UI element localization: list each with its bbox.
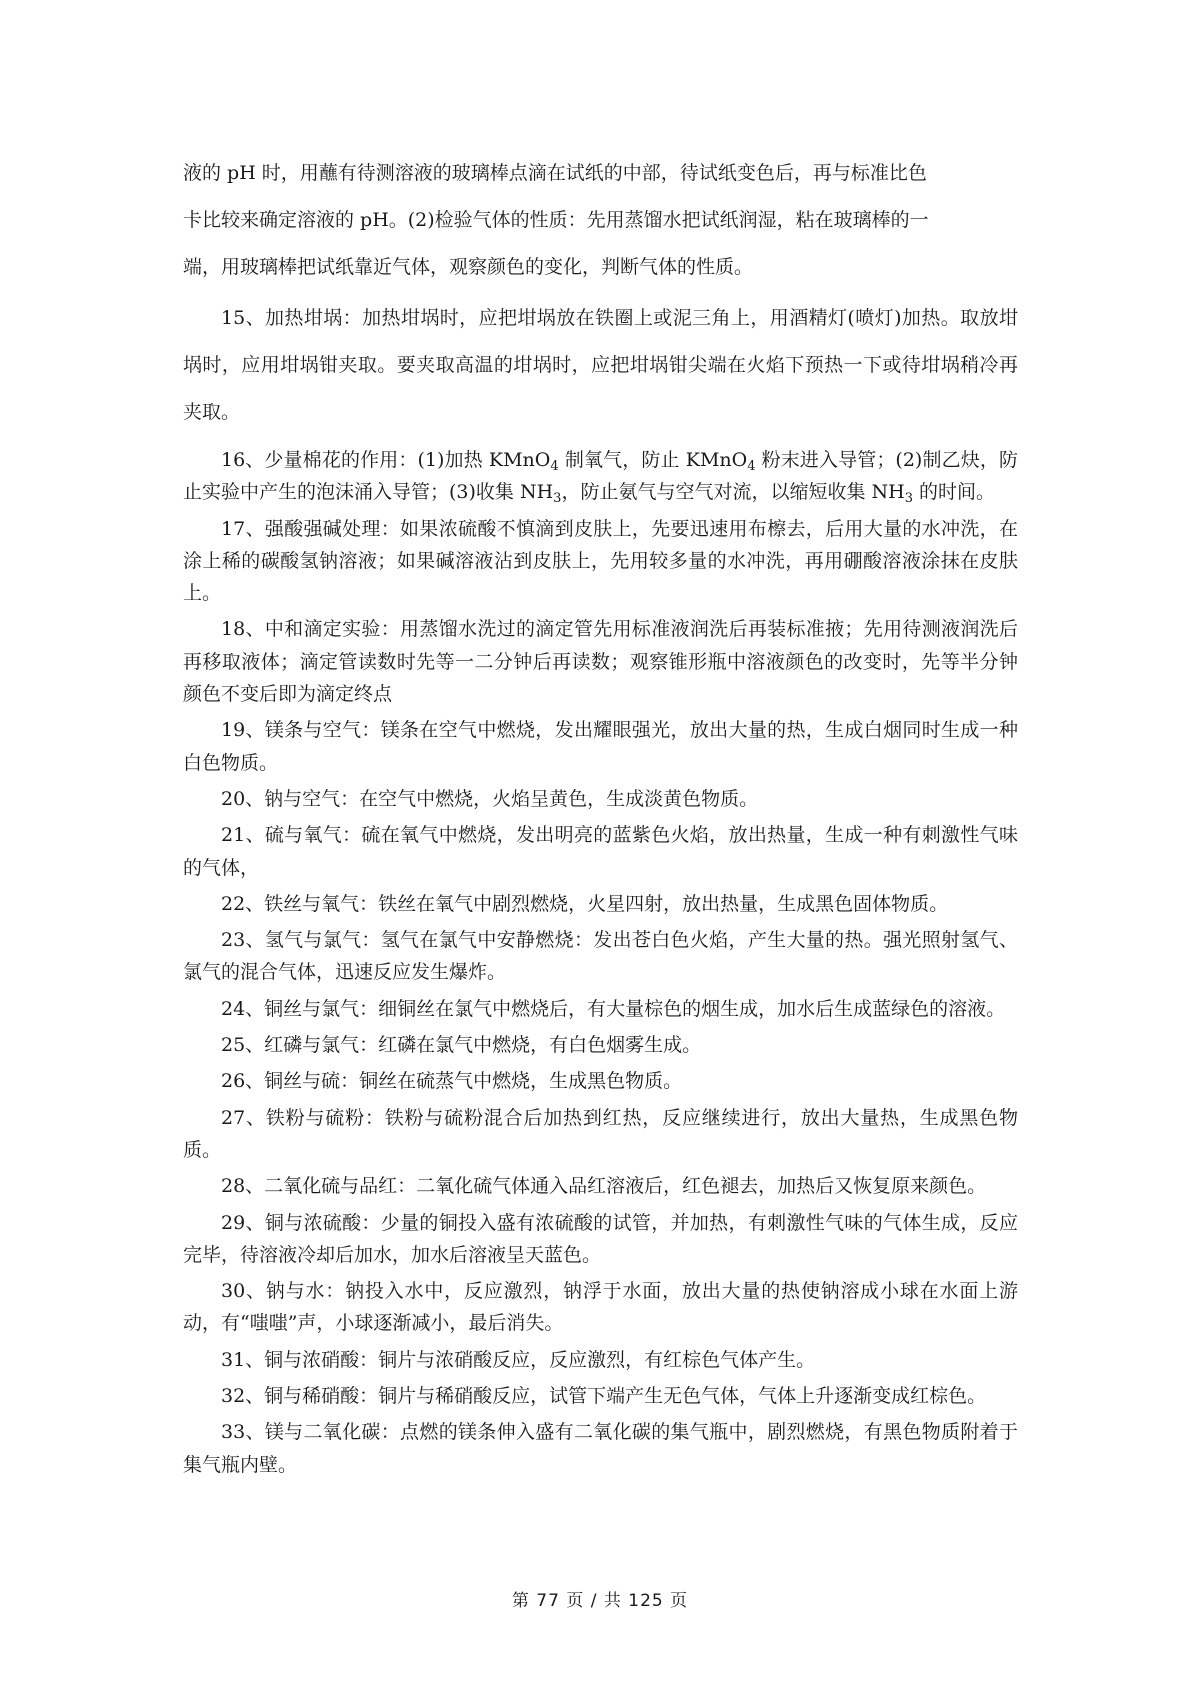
item-30-paragraph: 30、钠与水：钠投入水中，反应激烈，钠浮于水面，放出大量的热使钠溶成小球在水面上游动，有“嗤嗤”声，小球逐渐减小，最后消失。 — [183, 1280, 1018, 1335]
item-20-paragraph: 20、钠与空气：在空气中燃烧，火焰呈黄色，生成淡黄色物质。 — [221, 787, 759, 810]
subscript: 3 — [553, 491, 562, 507]
item-31-paragraph: 31、铜与浓硝酸：铜片与浓硝酸反应，反应激烈，有红棕色气体产生。 — [221, 1348, 816, 1371]
item-22-paragraph: 22、铁丝与氧气：铁丝在氧气中剧烈燃烧，火星四射，放出热量，生成黑色固体物质。 — [221, 892, 949, 915]
item-33-paragraph: 33、镁与二氧化碳：点燃的镁条伸入盛有二氧化碳的集气瓶中，剧烈燃烧，有黑色物质附着于集气瓶内壁。 — [183, 1421, 1018, 1476]
item-25-paragraph: 25、红磷与氯气：红磷在氯气中燃烧，有白色烟雾生成。 — [221, 1034, 702, 1057]
page-number-footer: 第 77 页 / 共 125 页 — [511, 1591, 689, 1611]
item-23-paragraph: 23、氢气与氯气：氢气在氯气中安静燃烧：发出苍白色火焰，产生大量的热。强光照射氢气、氯气的混合气体，迅速反应发生爆炸。 — [183, 929, 1018, 984]
text-line: 液的 pH 时，用蘸有待测溶液的玻璃棒点滴在试纸的中部，待试纸变色后，再与标准比色 — [183, 162, 927, 184]
item-17-paragraph: 17、强酸强碱处理：如果浓硫酸不慎滴到皮肤上，先要迅速用布檫去，后用大量的水冲洗，在涂上稀的碳酸氢钠溶液；如果碱溶液沾到皮肤上，先用较多量的水冲洗，再用硼酸溶液涂抹在皮肤上。 — [183, 517, 1018, 605]
continuation-paragraph — [183, 150, 1018, 291]
item-32-paragraph: 32、铜与稀硝酸：铜片与稀硝酸反应，试管下端产生无色气体，气体上升逐渐变成红棕色。 — [221, 1385, 987, 1408]
text-line: 端，用玻璃棒把试纸靠近气体，观察颜色的变化，判断气体的性质。 — [183, 256, 754, 278]
subscript: 4 — [550, 459, 559, 474]
item-16-text: 16、少量棉花的作用：(1)加热 KMnO — [221, 449, 551, 471]
item-28-paragraph: 28、二氧化硫与品红：二氧化硫气体通入品红溶液后，红色褪去，加热后又恢复原来颜色。 — [221, 1175, 987, 1198]
item-21-paragraph: 21、硫与氧气：硫在氧气中燃烧，发出明亮的蓝紫色火焰，放出热量，生成一种有刺激性气味的气体， — [183, 824, 1018, 879]
item-16-paragraph — [183, 444, 1018, 509]
item-16-text: ，防止氨气与空气对流，以缩短收集 NH — [561, 481, 905, 504]
item-15-paragraph: 15、加热坩埚：加热坩埚时，应把坩埚放在铁圈上或泥三角上，用酒精灯(喷灯)加热。取放坩埚时，应用坩埚钳夹取。要夹取高温的坩埚时，应把坩埚钳尖端在火焰下预热一下或待坩埚稍冷再夹取。 — [183, 307, 1018, 423]
page-body — [183, 150, 1018, 1481]
item-19-paragraph: 19、镁条与空气：镁条在空气中燃烧，发出耀眼强光，放出大量的热，生成白烟同时生成一种白色物质。 — [183, 719, 1018, 774]
item-16-text: 粉末进入导管；(2)制乙炔，防止实验中产生的泡沫涌入导管；(3)收集 NH — [183, 449, 1018, 504]
item-18-paragraph: 18、中和滴定实验：用蒸馏水洗过的滴定管先用标准液润洗后再装标准掖；先用待测液润洗后再移取液体；滴定管读数时先等一二分钟后再读数；观察锥形瓶中溶液颜色的改变时，先等半分钟颜色不变后即为滴定终点 — [183, 618, 1018, 706]
item-16-text: 的时间。 — [912, 481, 996, 504]
subscript: 3 — [904, 491, 913, 507]
subscript: 4 — [747, 459, 756, 474]
text-line: 卡比较来确定溶液的 pH。(2)检验气体的性质：先用蒸馏水把试纸润湿，粘在玻璃棒的一 — [183, 209, 929, 231]
item-27-paragraph: 27、铁粉与硫粉：铁粉与硫粉混合后加热到红热，反应继续进行，放出大量热，生成黑色物质。 — [183, 1106, 1018, 1161]
item-16-text: 制氧气，防止 KMnO — [558, 449, 748, 471]
item-29-paragraph: 29、铜与浓硫酸：少量的铜投入盛有浓硫酸的试管，并加热，有刺激性气味的气体生成，反应完毕，待溶液冷却后加水，加水后溶液呈天蓝色。 — [183, 1211, 1018, 1266]
item-26-paragraph: 26、铜丝与硫：铜丝在硫蒸气中燃烧，生成黑色物质。 — [221, 1070, 683, 1093]
item-24-paragraph: 24、铜丝与氯气：细铜丝在氯气中燃烧后，有大量棕色的烟生成，加水后生成蓝绿色的溶液。 — [221, 997, 1006, 1020]
